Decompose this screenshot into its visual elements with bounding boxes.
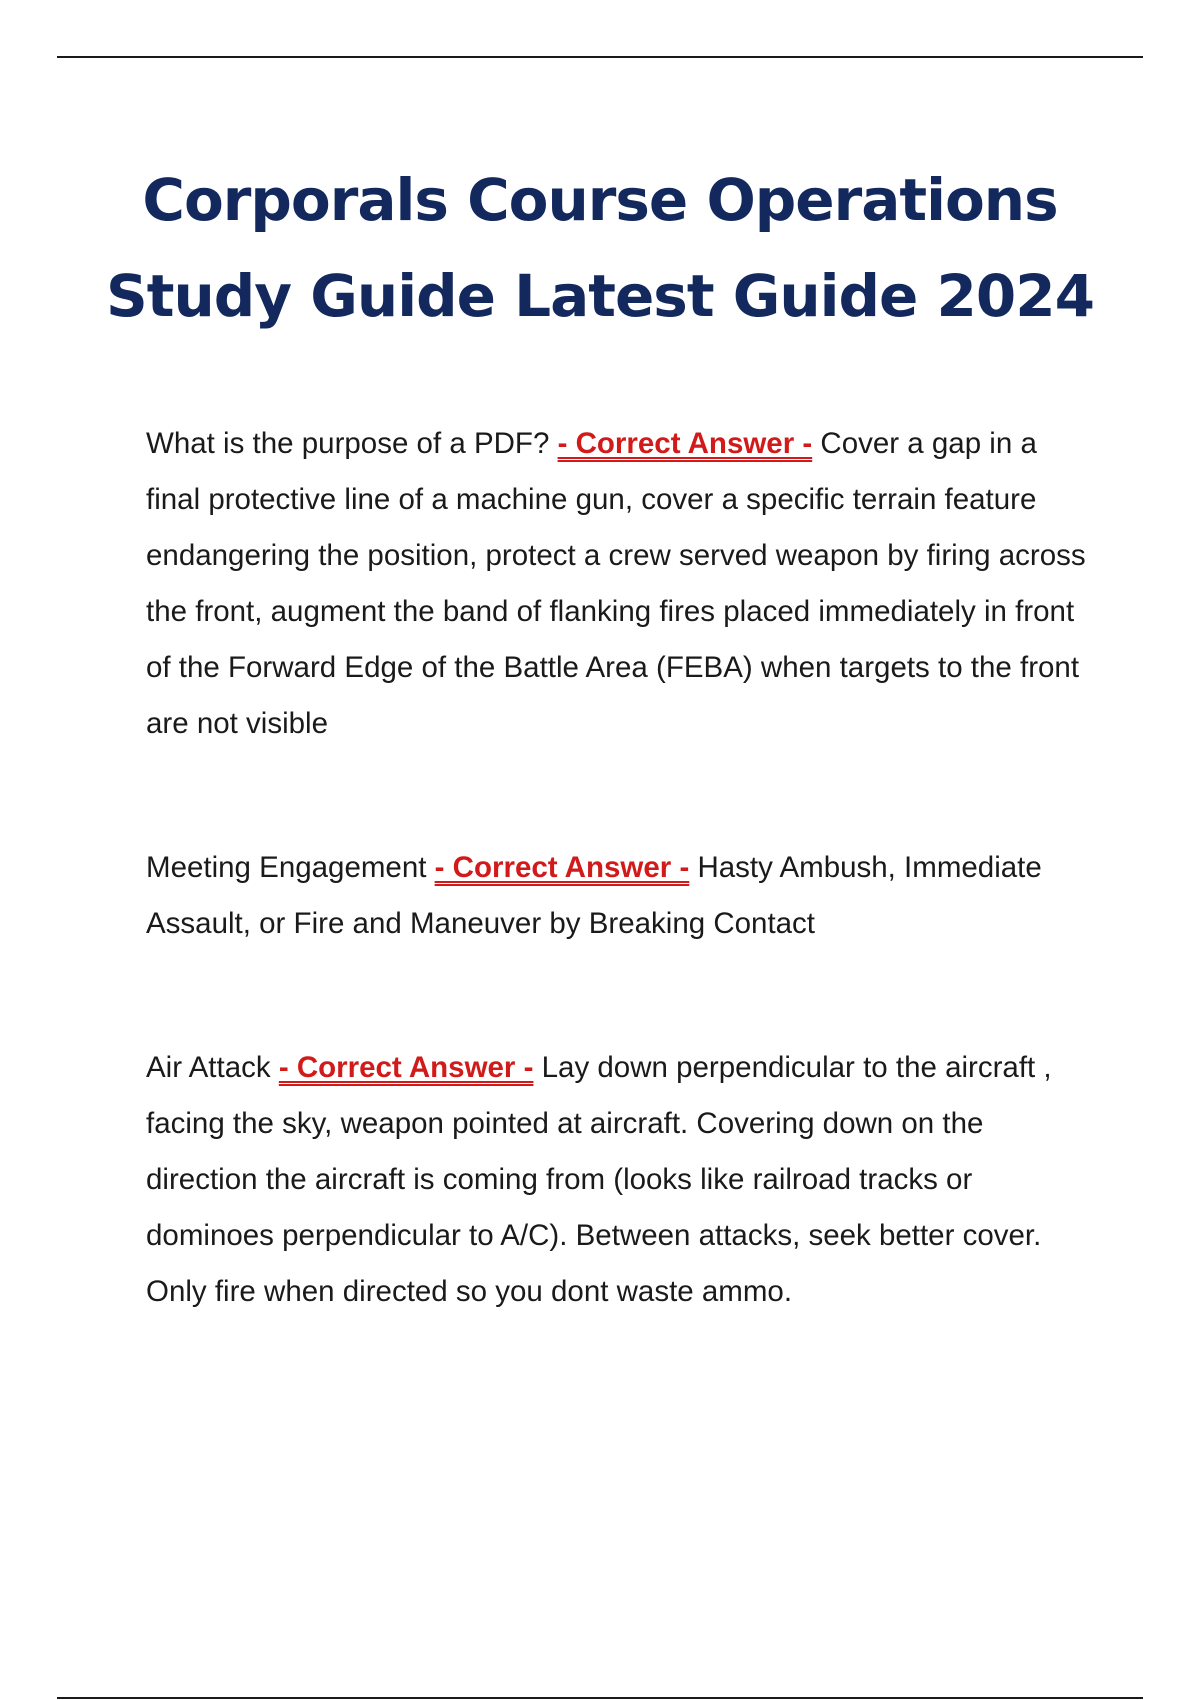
qa-entry-3	[146, 1040, 1096, 1320]
title-line-2: Study Guide Latest Guide 2024	[106, 262, 1094, 330]
question-text: What is the purpose of a PDF?	[146, 427, 550, 460]
qa-entry-2	[146, 840, 1096, 952]
question-text: Meeting Engagement	[146, 851, 427, 884]
answer-text: Cover a gap in a final protective line of a machine gun, cover a specific terrain feature endangering the position, protect a crew served weapon by firing across the front, augment the band of flanking fires placed immediately in front of the Forward Edge of the Battle Area (FEBA) when targets to the front are not visible	[146, 427, 1086, 740]
qa-entry-1	[146, 416, 1096, 752]
top-rule	[57, 56, 1143, 58]
answer-text: Lay down perpendicular to the aircraft , facing the sky, weapon pointed at aircraft. Covering down on the direction the aircraft is coming from (looks like railroad tracks or dominoes perpendicular to A/C). Between attacks, seek better cover. Only fire when directed so you dont waste ammo.	[146, 1051, 1052, 1308]
answer-text: Hasty Ambush, Immediate Assault, or Fire and Maneuver by Breaking Contact	[146, 851, 1042, 940]
bottom-rule	[57, 1697, 1143, 1699]
correct-answer-label: - Correct Answer -	[557, 427, 813, 460]
page-title	[100, 152, 1100, 344]
correct-answer-label: - Correct Answer -	[434, 851, 690, 884]
title-line-1: Corporals Course Operations	[142, 166, 1058, 234]
correct-answer-label: - Correct Answer -	[278, 1051, 534, 1084]
question-text: Air Attack	[146, 1051, 271, 1084]
